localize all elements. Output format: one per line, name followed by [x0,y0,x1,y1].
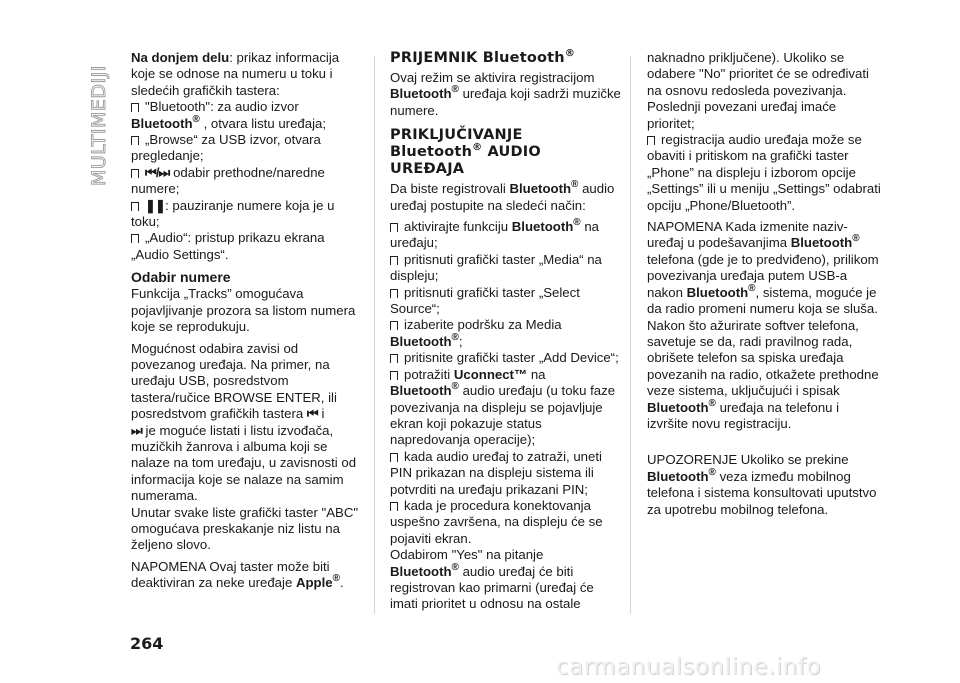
column-left [131,50,366,592]
paragraph-yes: Odabirom "Yes" na pitanje Bluetooth® audio uređaj će biti registrovan kao primarni (uređaj će imati prioritet u odnosu na ostale [390,547,594,612]
next-icon: ⏭ [131,422,142,438]
section-tab-label: MULTIMEDIJI [88,65,110,186]
bullet-marker-icon [390,321,398,330]
bullet-marker-icon [390,371,398,380]
bullet-bluetooth: "Bluetooth": za audio izvor Bluetooth® , otvara listu uređaja; [131,99,326,131]
watermark: carmanualsonline.info [556,654,822,680]
section-tab [88,48,110,188]
bullet-marker-icon [647,136,655,145]
bullet-marker-icon [131,202,139,211]
bullet-pin: kada audio uređaj to zatraži, uneti PIN prikazan na displeju sistema ili potvrditi na uređaju prikazani PIN; [390,448,602,497]
paragraph-selection: Mogućnost odabira zavisi od povezanog uređaja. Na primer, na uređaju USB, posredstvom tastera/ručice BROWSE ENTER, ili posredstvom grafičkih tastera ⏮ i ⏭ je moguće listati i listu izvođača, muzičkih žanrova i albuma koji se nalaze na tom uređaju, u zavisnosti od informacija koje se nalaze na samim numerama. [131,340,357,504]
note-apple: NAPOMENA Ovaj taster može biti deaktiviran za neke uređaje Apple®. [131,558,344,591]
pause-icon: ❚❚ [145,197,166,213]
bullet-marker-icon [131,136,139,145]
heading-odabir-numere: Odabir numere [131,269,231,286]
column-divider-2 [630,56,631,614]
bullet-pause: ❚❚: pauziranje numere koja je u toku; [131,197,335,230]
paragraph-tracks: Funkcija „Tracks” omogućava pojavljivanje prozora sa listom numera koje se reprodukuju. [131,286,356,335]
bullet-media-support: izaberite podršku za Media Bluetooth®; [390,317,562,349]
column-divider-1 [374,56,375,614]
bullet-marker-icon [390,453,398,462]
warning-disconnect: UPOZORENJE Ukoliko se prekine Bluetooth® veza između mobilnog telefona i sistema konsultovati uputstvo za upotrebu mobilnog telefona. [647,452,877,517]
page-number: 264 [130,634,164,653]
prev-next-icon: ⏮/⏭ [145,164,170,180]
bullet-marker-icon [390,502,398,511]
column-right [647,50,883,518]
bullet-browse: „Browse“ za USB izvor, otvara pregledanje; [131,132,321,164]
bullet-search-uconnect: potražiti Uconnect™ na Bluetooth® audio uređaju (u toku faze povezivanja na displeju se pojavljuje ekran koji pokazuje status napredovanja operacije); [390,366,616,448]
bullet-select-source: pritisnuti grafički taster „Select Source“; [390,284,580,317]
track-info-intro: Na donjem delu: prikaz informacija koje se odnose na numeru u toku i sledećih grafičkih tastera: [131,50,340,98]
bullet-marker-icon [131,169,139,178]
bullet-marker-icon [390,289,398,298]
bullet-activate: aktivirajte funkciju Bluetooth® na uređaju; [390,217,599,251]
heading-prijemnik: PRIJEMNIK Bluetooth® [390,48,576,66]
heading-prikljucivanje: PRIKLJUČIVANJE Bluetooth® AUDIO UREĐAJA [390,127,541,178]
paragraph-register: Da biste registrovali Bluetooth® audio uređaj postupite na sledeći način: [390,179,615,213]
bullet-media: pritisnuti grafički taster „Media“ na displeju; [390,251,602,284]
bullet-marker-icon [390,256,398,265]
paragraph-mode: Ovaj režim se aktivira registracijom Bluetooth® uređaja koji sadrži muzičke numere. [390,70,621,118]
paragraph-abc: Unutar svake liste grafički taster "ABC" omogućava preskakanje niz listu na željeno slovo. [131,504,359,553]
bullet-phone-settings: registracija audio uređaja može se obaviti i pritiskom na grafički taster „Phone” na displeju i izborom opcije „Settings” ili u meniju „Settings” odabrati opciju „Phone/Bluetooth”. [647,132,881,213]
bullet-marker-icon [390,354,398,363]
note-rename: NAPOMENA Kada izmenite naziv-uređaj u podešavanjima Bluetooth® telefona (gde je to predviđeno), prilikom povezivanja uređaja putem USB-a nakon Bluetooth®, sistema, moguće je da radio promeni numeru koja se sluša. Nakon što ažurirate softver telefona, savetuje se da, radi pravilnog rada, obrišete telefon sa spiska uređaja povezanih na radio, otkažete prethodne veze sistema, uključujući i spisak Bluetooth® uređaja na telefonu i izvršite novu registraciju. [647,219,879,431]
bullet-marker-icon [131,103,139,112]
bullet-marker-icon [131,234,139,243]
column-middle [390,50,622,613]
bullet-audio: „Audio“: pristup prikazu ekrana „Audio Settings“. [131,230,325,262]
prev-icon: ⏮ [306,406,318,422]
bullet-prev-next: ⏮/⏭ odabir prethodne/naredne numere; [131,164,325,197]
bullet-marker-icon [390,223,398,232]
paragraph-priority: naknadno priključene). Ukoliko se odabere "No" prioritet će se određivati na osnovu redosleda povezivanja. Poslednji povezani uređaj imaće prioritet; [647,50,869,131]
bullet-success: kada je procedura konektovanja uspešno završena, na displeju će se pojaviti ekran. [390,497,603,546]
bullet-add-device: pritisnite grafički taster „Add Device“; [390,350,622,366]
